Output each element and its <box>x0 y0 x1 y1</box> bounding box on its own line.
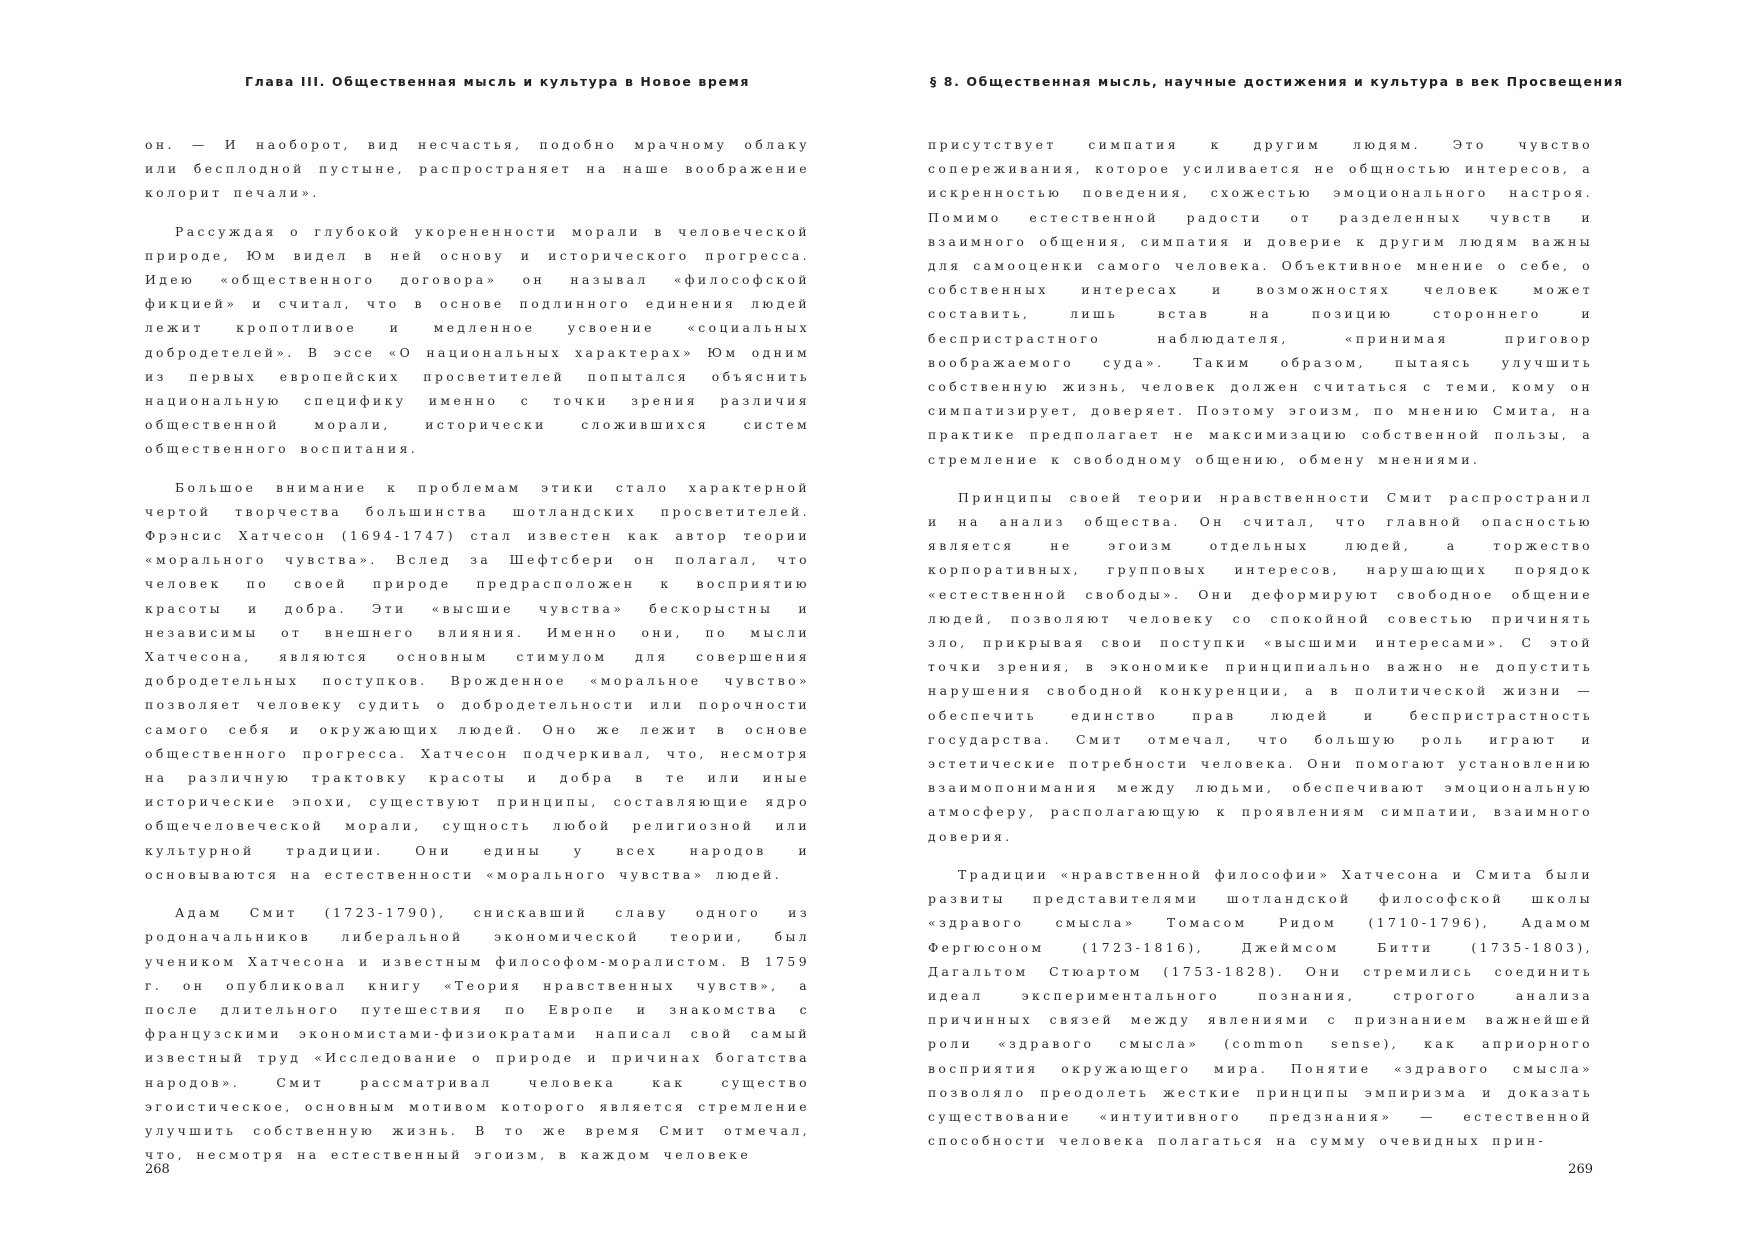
paragraph: Традиции «нравственной философии» Хатчесона и Смита были развиты представителями шотландской философской школы «здравого смысла» Томасом Ридом (1710-1796), Адамом Фергюсоном (1723-1816), Джеймсом Битти (1735-1803), Дагальтом Стюартом (1753-1828). Они стремились соединить идеал экспериментального познания, строгого анализа причинных связей между явлениями с признанием важнейшей роли «здравого смысла» (common sense), как априорного восприятия окружающего мира. Понятие «здравого смысла» позволяло преодолеть жесткие принципы эмпиризма и доказать существование «интуитивного предзнания» — естественной способности человека полагаться на сумму очевидных прин- <box>928 866 1593 1149</box>
right-page <box>928 0 1624 1239</box>
left-body-text <box>145 133 810 1181</box>
right-body-text <box>928 133 1593 1167</box>
running-head-left: Глава III. Общественная мысль и культура в Новое время <box>245 74 750 89</box>
paragraph: Адам Смит (1723-1790), снискавший славу одного из родоначальников либеральной экономической теории, был учеником Хатчесона и известным философом-моралистом. В 1759 г. он опубликовал книгу «Теория нравственных чувств», а после длительного путешествия по Европе и знакомства с французскими экономистами-физиократами написал свой самый известный труд «Исследование о природе и причинах богатства народов». Смит рассматривал человека как существо эгоистическое, основным мотивом которого является стремление улучшить собственную жизнь. В то же время Смит отмечал, что, несмотря на естественный эгоизм, в каждом человеке <box>145 905 810 1163</box>
page-number-right: 269 <box>1568 1162 1593 1177</box>
left-page <box>145 0 810 1239</box>
page-number-left: 268 <box>145 1162 170 1177</box>
paragraph: Рассуждая о глубокой укорененности морали в человеческой природе, Юм видел в ней основу и исторического прогресса. Идею «общественного договора» он называл «философской фикцией» и считал, что в основе подлинного единения людей лежит кропотливое и медленное усвоение «социальных добродетелей». В эссе «О национальных характерах» Юм одним из первых европейских просветителей попытался объяснить национальную специфику именно с точки зрения различия общественной морали, исторически сложившихся систем общественного воспитания. <box>145 223 810 457</box>
paragraph: Принципы своей теории нравственности Смит распространил и на анализ общества. Он считал, что главной опасностью является не эгоизм отдельных людей, а торжество корпоративных, групповых интересов, нарушающих порядок «естественной свободы». Они деформируют свободное общение людей, позволяют человеку со спокойной совестью причинять зло, прикрывая свои поступки «высшими интересами». С этой точки зрения, в экономике принципиально важно не допустить нарушения свободной конкуренции, а в политической жизни — обеспечить единство прав людей и беспристрастность государства. Смит отмечал, что большую роль играют и эстетические потребности человека. Они помогают установлению взаимопонимания между людьми, обеспечивают эмоциональную атмосферу, располагающую к проявлениям симпатии, взаимного доверия. <box>928 489 1593 844</box>
running-head-right: § 8. Общественная мысль, научные достижения и культура в век Просвещения <box>930 74 1624 89</box>
paragraph: он. — И наоборот, вид несчастья, подобно мрачному облаку или бесплодной пустыне, распространяет на наше воображение колорит печали». <box>145 137 810 201</box>
paragraph: присутствует симпатия к другим людям. Это чувство сопереживания, которое усиливается не общностью интересов, а искренностью поведения, схожестью эмоционального настроя. Помимо естественной радости от разделенных чувств и взаимного общения, симпатия и доверие к другим людям важны для самооценки самого человека. Объективное мнение о себе, о собственных интересах и возможностях человек может составить, лишь встав на позицию стороннего и беспристрастного наблюдателя, «принимая приговор воображаемого суда». Таким образом, пытаясь улучшить собственную жизнь, человек должен считаться с теми, кому он симпатизирует, доверяет. Поэтому эгоизм, по мнению Смита, на практике предполагает не максимизацию собственной пользы, а стремление к свободному общению, обмену мнениями. <box>928 137 1593 467</box>
paragraph: Большое внимание к проблемам этики стало характерной чертой творчества большинства шотландских просветителей. Фрэнсис Хатчесон (1694-1747) стал известен как автор теории «морального чувства». Вслед за Шефтсбери он полагал, что человек по своей природе предрасположен к восприятию красоты и добра. Эти «высшие чувства» бескорыстны и независимы от внешнего влияния. Именно они, по мысли Хатчесона, являются основным стимулом для совершения добродетельных поступков. Врожденное «моральное чувство» позволяет человеку судить о добродетельности или порочности самого себя и окружающих людей. Оно же лежит в основе общественного прогресса. Хатчесон подчеркивал, что, несмотря на различную трактовку красоты и добра в те или иные исторические эпохи, существуют принципы, составляющие ядро общечеловеческой морали, сущность любой религиозной или культурной традиции. Они едины у всех народов и основываются на естественности «морального чувства» людей. <box>145 479 810 882</box>
